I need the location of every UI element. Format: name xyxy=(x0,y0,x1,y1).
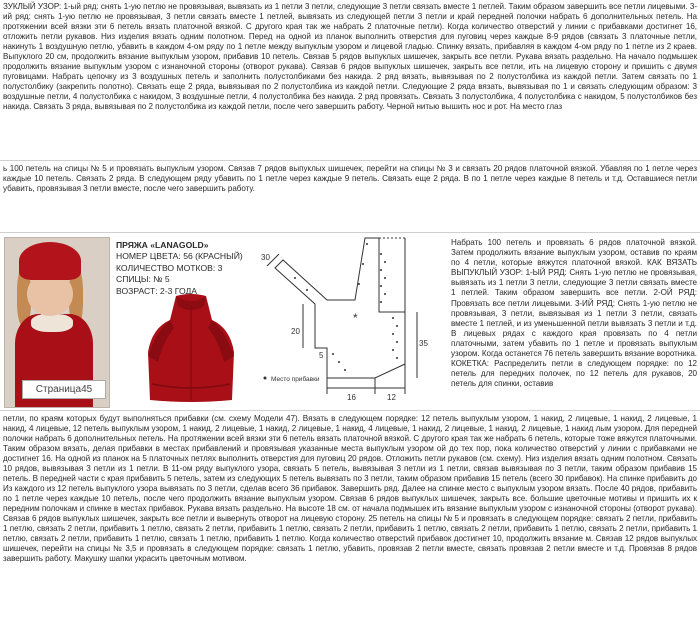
dim-16: 16 xyxy=(347,393,356,402)
photo-hat xyxy=(19,242,81,280)
dim-12: 12 xyxy=(387,393,396,402)
hat-paragraph: ь 100 петель на спицы № 5 и провязать выпуклым узором. Связав 7 рядов выпуклых шишечек, перейти на спицы № 3 и связать 20 рядов платочной вязкой. Убавляя по 1 петле через каждые 10 петель. Связать 2 ряда. В следующем ряду убавить по 1 петле через каждые 9 петель. Связать еще 2 ряда. В по 1 петле через каждые 8 петель и т.д. Оставшиеся петли убавить, провязывая 3 петли вместе, после чего завершить работу. xyxy=(3,164,697,193)
svg-text:*: * xyxy=(353,311,358,325)
yarn-needles: СПИЦЫ: № 5 xyxy=(116,274,170,285)
legend-label: Место прибавки xyxy=(271,376,320,383)
pattern-schema xyxy=(255,234,435,414)
coat-illustration xyxy=(146,292,236,404)
photo-collar xyxy=(31,314,73,332)
right-column-text: Набрать 100 петель и провязать 6 рядов платочной вязкой. Затем продолжить вязание выпуклым узором, оставив по краям по 4 петли, которые вяжутся платочной вязкой. КАК ВЯЗАТЬ ВЫПУКЛЫЙ УЗОР: 1-ЫЙ РЯД: Снять 1-ую петлю не провязывая, вывязать из 1 петли 3 петли, следующие 3 петли связать вместе 1 петлей. Таким образом завершить все петли. 2-ОЙ РЯД: Провязать все петли лицевыми. 3-ИЙ РЯД: Снять 1-ую петлю не провязывая, 3 петли, вывязывая из 1 петли 3 петли, связать вместе 1 петлей, и из уменьшенной петли вывязать 3 петли и т.д. В лицевых рядах с каждого края провязать по 4 петли платочными, затем убавить по 1 петле и провязать выпуклым узором. Когда останется 76 петель завершить вязание воротника. КОКЕТКА: Распределить петли в следующем порядке: по 12 петель для передних полочек, по 12 петель для рукавов, 20 петель для спинки, оставив xyxy=(451,238,697,389)
yarn-skeins: КОЛИЧЕСТВО МОТКОВ: 3 xyxy=(116,262,223,273)
divider xyxy=(0,160,700,161)
page-label: Страница45 xyxy=(22,380,106,399)
divider xyxy=(0,410,700,411)
yarn-color: НОМЕР ЦВЕТА: 56 (КРАСНЫЙ) xyxy=(116,251,243,262)
divider xyxy=(0,232,700,233)
dim-5: 5 xyxy=(319,351,324,360)
yarn-info xyxy=(116,240,243,297)
dim-35: 35 xyxy=(419,339,428,348)
yarn-title: ПРЯЖА «LANAGOLD» xyxy=(116,240,209,250)
top-paragraph: ЗУКЛЫЙ УЗОР: 1-ый ряд: снять 1-ую петлю не провязывая, вывязать из 1 петли 3 петли, следующие 3 петли связать вместе 1 петлей. Таким образом завершить все петли лицевыми. 3-ий ряд: снять 1-ую петлю не провязывая, 3 петли связать вместе 1 петлей, вывязать из следующей петли 3 петли и край передней полочки набрать 6 дополнительных петель. На протяжении всей вязки эти 6 петель вязать платочной вязкой. С другого края так же набрать 2 платочные петли). Когда количество отверстий у линии с прибавками достигнет 16, отложить петли рукавов. Низ изделия вязать одним полотном. Перед на одной из планок выполнить отверстия для пуговиц через каждые 8-9 рядов (связать 3 платочные петли, накинуть 1 воздушную петлю, убавить в каждом 4-ом ряду по 1 петле между выпуклым узором и лицевой гладью. Спинку вязать, прибавляя в каждом 4-ом ряду по 1 петле из 2 краев. Выпуклого 20 см, продолжить вязание выпуклым узором, прибавив 10 петель. Связав 5 рядов выпуклых шишечек, закрыть все петли. Рукава вязать раздельно. На начало подмышек продолжить вязание выпуклым узором с изнаночной стороны (отворот рукава). Связав 6 рядов выпуклых шишечек, закрыть все петли, ить на лицевую сторону и пришить с двумя пуговицами. Набрать цепочку из 3 воздушных петель и заполнить полустолбиками без накида. 2 ряд вязать, вывязывая по 2 полустолбика из каждой петли. Затем связать по 1 полустолбику (закрепить полотно). Связать еще 2 ряда, вывязывая по 2 полустолбика из каждой петли. Следующие 2 ряда вязать, вывязывая по 1 и связать следующим образом: 3 воздушные петли, 4 полустолбика с накидом, 3 воздушные петли, 4 полустолбика без накида. 2 ряд провязать. Связать 3 полустолбика, 4 полустолбика с накидом, 5 полустолбиков без накида. Связать 3 ряда, вывязывая по 2 полустолбика из каждой петли, после чего завершить работу. Черной нитью вышить нос и рот. На место глаз xyxy=(3,2,697,111)
yarn-age: ВОЗРАСТ: 2-3 ГОДА xyxy=(116,285,197,296)
dim-30: 30 xyxy=(261,253,270,262)
bottom-paragraph: петли, по краям которых будут выполняться прибавки (см. схему Модели 47). Вязать в следующем порядке: 12 петель выпуклым узором, 1 накид, 2 лицевые, 1 накид, 2 лицевые, 1 накид, 4 лицевые, 12 петель выпуклым узором, 1 накид, 2 лицевые, 1 накид, 2 лицевые, 1 накид, 4 лицевые, 1 накид, 2 лицевые, 1 накид, 2 лицевые, 1 накид лым узором. Для передней полочки набрать 6 дополнительных петель. На протяжении всей вязки эти 6 петель вязать платочной вязкой. С другого края так же набрать 6 петель, которые тоже вяжутся платочными. Таким образом вязать, делая прибавки в местах прибавлений и провязывая указанные места выпуклым узором ой до тех пор, пока количество отверстий у линии с прибавками не достигнет 16. На одной из планок на 5 платочных петлях выполнить отверстия для пуговиц 20 рядов. Отложить петли рукавов (см. схему). Низ изделия вязать одним полотном. Связать 10 рядов, вывязывая 3 петли из 1 петли. В 11-ом ряду выпуклого узора, связать 5 петель, вывязывая 3 петли из 1 петли, связав вывязывая по 3 петли, таким образом прибавив 15 петель. В передней части с края прибавить 5 петель, затем из следующих 5 петель вывязать по 3 петли, таким образом прибавив 15 петель (всего 30 прибавок). На спинке прибавить до Из каждого из 12 петель выпуклого узора вывязать по 3 петли, сделав всего 36 прибавок. Завершить ряд. Далее на спинке место с выпуклым узором вязать. После 40 рядов, прибавить по 1 петле через каждые 10 петель, после чего продолжить вязание выпуклым узором. Связав 6 рядов выпуклых шишечек, закрыть все. большие цветочные мотивы и пришить их к передним полочкам и спинке в местах прибавок. Рукава вязать раздельно. На высоте 18 см. от начала подмышек ить вязание выпуклым узором с изнаночной стороны (отворот рукава). Связав 6 рядов выпуклых шишечек, закрыть все петли и вывернуть отворот на лицевую сторону. 25 петель на спицы № 5 и провязать в следующем порядке: связать 2 петли, прибавить 1 петлю, связать 2 петли, прибавить 1 петлю, связать 2 петли, прибавить 1 петлю, связать 2 петли, прибавить 1 петлю, связать 2 петли, прибавить 1 петлю, связать 2 петли, прибавить 1 петлю, связать 2 петли, прибавить 1 петлю, связать 1 петлю, прибавить 1 петлю. Когда количество отверстий прибавок достигнет 10, продолжить вязание м. Связав 12 рядов выпуклых шишечек, перейти на спицы № 3,5 и провязать в следующем порядке: связать 1 петлю, убавить, провязав 2 петли вместе, связать провязав 2 петли вместе и т.д. Провязав 8 рядов завершить работу. Макушку шапки украсить цветочным мотивом. xyxy=(3,414,697,563)
dim-20: 20 xyxy=(291,327,300,336)
